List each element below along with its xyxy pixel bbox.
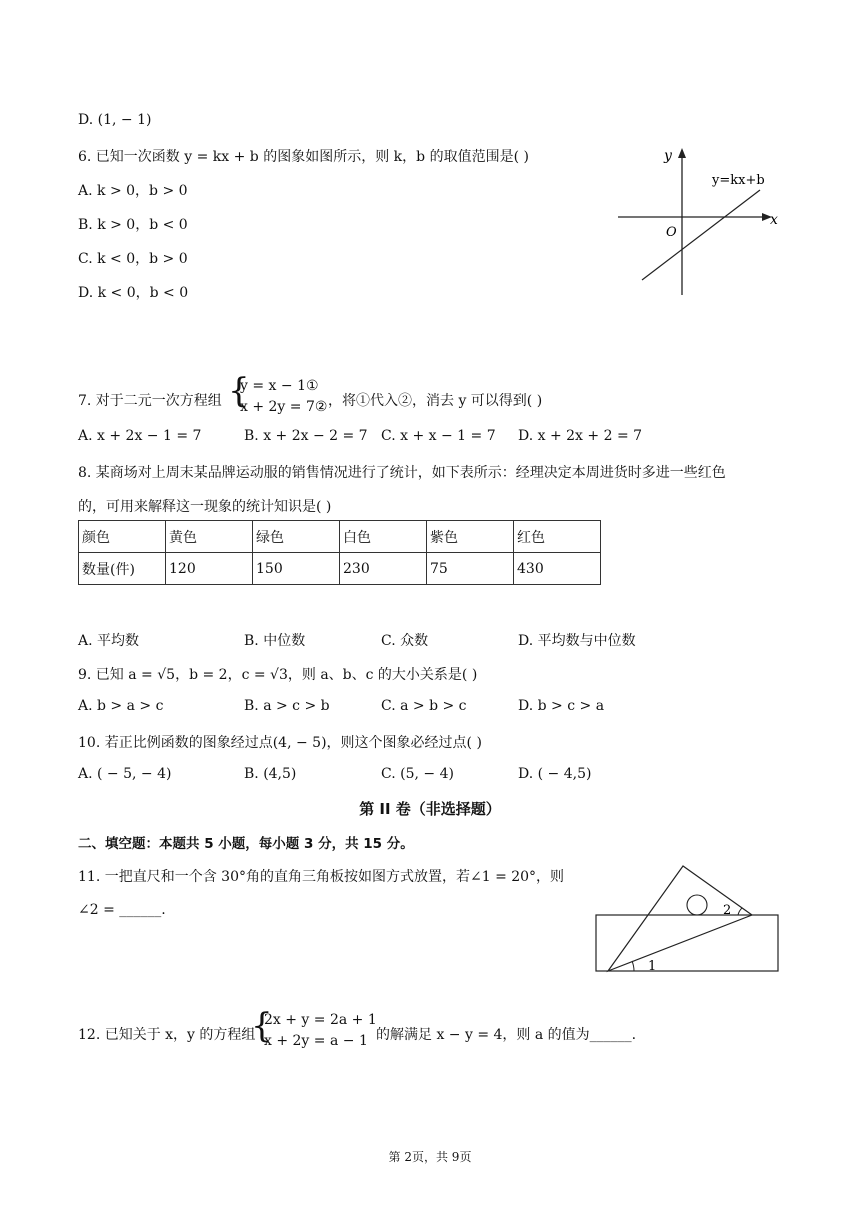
table-row — [79, 521, 601, 553]
q7-option-d: D. x + 2x + 2 = 7 — [518, 428, 643, 444]
q10-option-a: A. ( − 5, − 4) — [78, 766, 172, 782]
page-footer: 第 2页，共 9页 — [388, 1150, 472, 1164]
q7-suffix: ，将①代入②，消去 y 可以得到( ) — [328, 393, 543, 409]
q8-option-d: D. 平均数与中位数 — [518, 633, 636, 649]
table-cell: 紫色 — [427, 521, 514, 553]
table-cell: 120 — [166, 553, 253, 585]
q11-ruler-triangle-figure — [590, 860, 785, 978]
q6-graph-x-label: x — [770, 212, 778, 228]
q6-option-c: C. k < 0，b > 0 — [78, 251, 188, 267]
q6-option-d: D. k < 0，b < 0 — [78, 285, 189, 301]
q6-option-a: A. k > 0，b > 0 — [78, 183, 188, 199]
table-cell: 白色 — [340, 521, 427, 553]
q7-eq1: y = x − 1① — [240, 378, 319, 394]
q12-prefix: 12. 已知关于 x，y 的方程组 — [78, 1027, 256, 1043]
part-heading: 二、填空题：本题共 5 小题，每小题 3 分，共 15 分。 — [78, 836, 414, 852]
table-cell: 颜色 — [79, 521, 166, 553]
q6-graph-line-label: y=kx+b — [712, 173, 765, 188]
q7-eq2: x + 2y = 7② — [240, 399, 328, 415]
q7-brace: { — [228, 371, 250, 411]
table-cell: 430 — [514, 553, 601, 585]
table-cell: 红色 — [514, 521, 601, 553]
q7-prefix: 7. 对于二元一次方程组 — [78, 393, 222, 409]
q12-eq1: 2x + y = 2a + 1 — [264, 1012, 377, 1028]
q7-option-b: B. x + 2x − 2 = 7 — [244, 428, 368, 444]
q8-stem-line2: 的，可用来解释这一现象的统计知识是( ) — [78, 499, 332, 515]
q6-stem: 6. 已知一次函数 y = kx + b 的图象如图所示，则 k，b 的取值范围是( ) — [78, 149, 529, 165]
q10-option-c: C. (5, − 4) — [381, 766, 454, 782]
q10-option-d: D. ( − 4,5) — [518, 766, 592, 782]
table-cell: 150 — [253, 553, 340, 585]
q8-sales-table — [78, 520, 601, 585]
table-cell: 数量(件) — [79, 553, 166, 585]
q8-stem-line1: 8. 某商场对上周末某品牌运动服的销售情况进行了统计，如下表所示：经理决定本周进货时多进一些红色 — [78, 465, 726, 481]
table-cell: 黄色 — [166, 521, 253, 553]
q9-option-d: D. b > c > a — [518, 698, 605, 714]
q8-option-a: A. 平均数 — [78, 633, 140, 649]
q12-brace: { — [251, 1006, 273, 1046]
q12-suffix: 的解满足 x − y = 4，则 a 的值为______. — [376, 1027, 637, 1043]
table-row — [79, 553, 601, 585]
q11-line1: 11. 一把直尺和一个含 30°角的直角三角板按如图方式放置，若∠1 = 20°，则 — [78, 869, 565, 885]
section-title: 第 II 卷（非选择题） — [359, 800, 501, 818]
q6-graph-y-label: y — [664, 148, 672, 164]
q11-figure-label-2: 2 — [723, 903, 732, 918]
q7-option-a: A. x + 2x − 1 = 7 — [78, 428, 202, 444]
q6-option-b: B. k > 0，b < 0 — [78, 217, 188, 233]
q11-figure-label-1: 1 — [648, 959, 657, 974]
q9-option-c: C. a > b > c — [381, 698, 467, 714]
q6-graph-origin-label: O — [666, 225, 677, 240]
q8-option-c: C. 众数 — [381, 633, 429, 649]
table-cell: 绿色 — [253, 521, 340, 553]
q10-stem: 10. 若正比例函数的图象经过点(4, − 5)，则这个图象必经过点( ) — [78, 735, 482, 751]
q7-option-c: C. x + x − 1 = 7 — [381, 428, 496, 444]
q5-option-d: D. (1, − 1) — [78, 112, 152, 128]
q8-option-b: B. 中位数 — [244, 633, 306, 649]
q9-option-b: B. a > c > b — [244, 698, 330, 714]
table-cell: 230 — [340, 553, 427, 585]
q9-stem: 9. 已知 a = √5，b = 2，c = √3，则 a、b、c 的大小关系是( ) — [78, 667, 478, 683]
table-cell: 75 — [427, 553, 514, 585]
q10-option-b: B. (4,5) — [244, 766, 297, 782]
q12-eq2: x + 2y = a − 1 — [264, 1033, 368, 1049]
q9-option-a: A. b > a > c — [78, 698, 164, 714]
q11-line2: ∠2 = ______. — [78, 902, 166, 918]
q6-linear-graph — [608, 140, 788, 300]
